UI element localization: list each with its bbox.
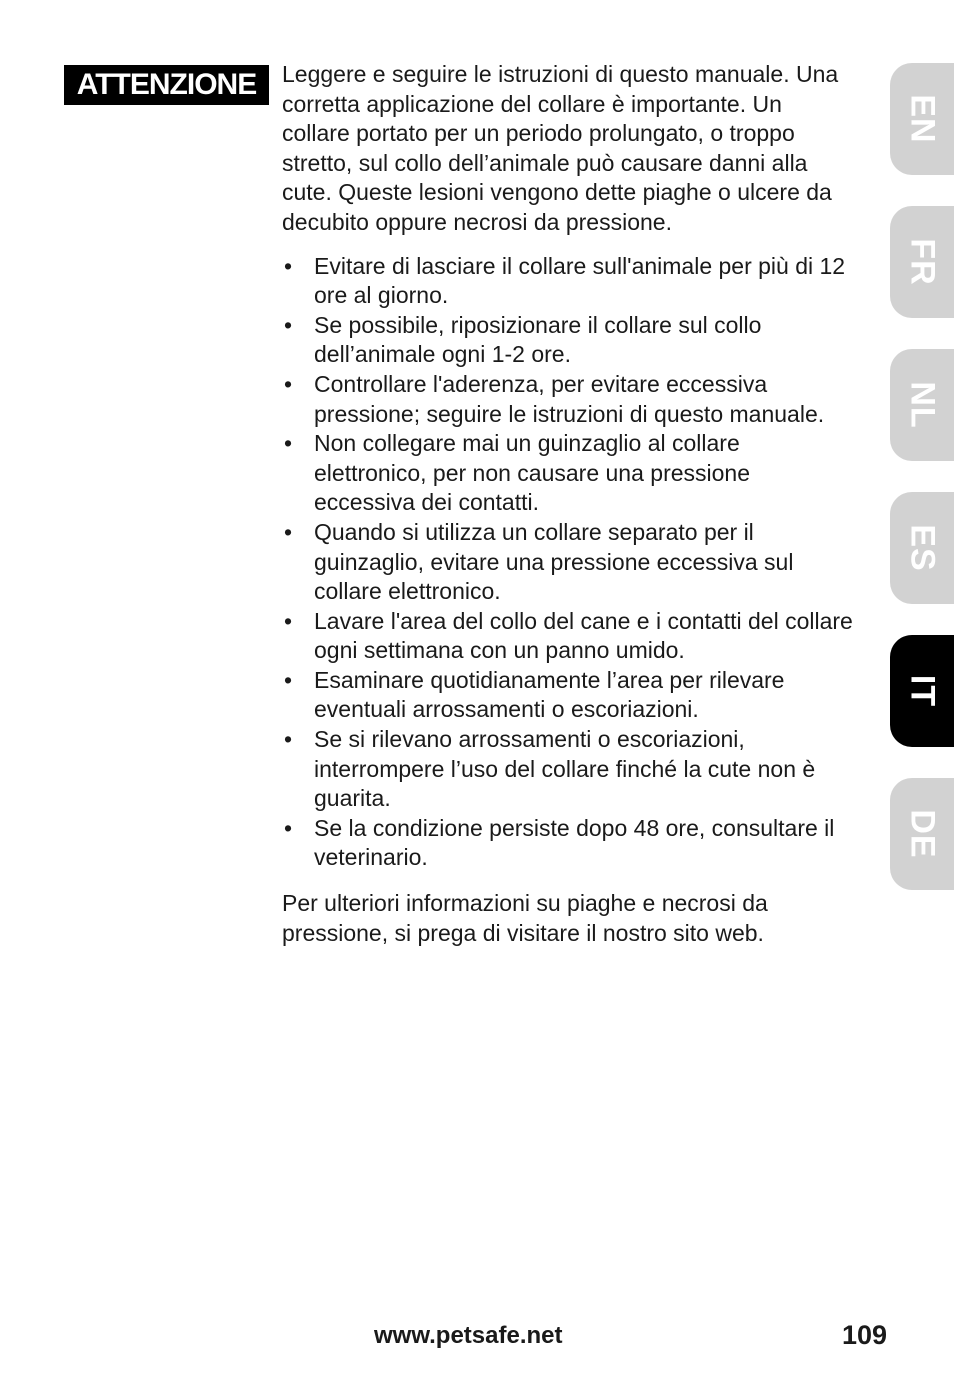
list-item: [282, 252, 854, 311]
bullet-icon: •: [284, 814, 293, 841]
bullet-icon: •: [284, 607, 293, 634]
language-tabs: [890, 63, 954, 921]
footer-url[interactable]: www.petsafe.net: [374, 1322, 563, 1349]
list-item: [282, 666, 854, 725]
tab-en[interactable]: [890, 63, 954, 175]
list-item-text: Se la condizione persiste dopo 48 ore, consultare il veterinario.: [314, 814, 835, 871]
list-item-text: Quando si utilizza un collare separato per il guinzaglio, evitare una pressione eccessiva sul collare elettronico.: [314, 518, 794, 605]
warning-badge: ATTENZIONE: [64, 65, 269, 105]
tab-label: ES: [903, 524, 942, 572]
precautions-list: [282, 252, 854, 873]
list-item-text: Non collegare mai un guinzaglio al collare elettronico, per non causare una pressione eccessiva dei contatti.: [314, 430, 751, 516]
page-number: 109: [842, 1320, 888, 1350]
list-item-text: Evitare di lasciare il collare sull'animale per più di 12 ore al giorno.: [314, 252, 846, 309]
list-item: [282, 607, 854, 666]
tab-label: DE: [903, 809, 942, 859]
tab-label: NL: [903, 381, 942, 429]
intro-paragraph: Leggere e seguire le istruzioni di questo manuale. Una corretta applicazione del collare è importante. Un collare portato per un periodo prolungato, o troppo stretto, sul collo dell’animale può causare danni alla cute. Queste lesioni vengono dette piaghe o ulcere da decubito oppure necrosi da pressione.: [282, 61, 839, 235]
list-item: [282, 311, 854, 370]
list-item-text: Controllare l'aderenza, per evitare eccessiva pressione; seguire le istruzioni di questo manuale.: [314, 370, 825, 427]
tab-label: FR: [903, 238, 942, 286]
tab-label: IT: [903, 674, 942, 708]
tab-fr[interactable]: [890, 206, 954, 318]
list-item-text: Se possibile, riposizionare il collare sul collo dell’animale ogni 1-2 ore.: [314, 311, 762, 368]
tab-label: EN: [903, 94, 942, 144]
tab-es[interactable]: [890, 492, 954, 604]
list-item: [282, 814, 854, 873]
tab-nl[interactable]: [890, 349, 954, 461]
bullet-icon: •: [284, 311, 293, 338]
list-item: [282, 518, 854, 607]
bullet-icon: •: [284, 430, 293, 457]
tab-it[interactable]: [890, 635, 954, 747]
list-item: [282, 370, 854, 429]
list-item: [282, 725, 854, 814]
list-item-text: Se si rilevano arrossamenti o escoriazioni, interrompere l’uso del collare finché la cute non è guarita.: [314, 726, 816, 812]
closing-paragraph: Per ulteriori informazioni su piaghe e necrosi da pressione, si prega di visitare il nostro sito web.: [282, 890, 768, 946]
bullet-icon: •: [284, 370, 293, 397]
list-item-text: Esaminare quotidianamente l’area per rilevare eventuali arrossamenti o escoriazioni.: [314, 666, 785, 723]
bullet-icon: •: [284, 726, 293, 753]
bullet-icon: •: [284, 518, 293, 545]
tab-de[interactable]: [890, 778, 954, 890]
bullet-icon: •: [284, 666, 293, 693]
bullet-icon: •: [284, 252, 293, 279]
list-item: [282, 429, 854, 518]
main-content: [282, 60, 854, 948]
list-item-text: Lavare l'area del collo del cane e i contatti del collare ogni settimana con un panno umido.: [314, 607, 853, 664]
